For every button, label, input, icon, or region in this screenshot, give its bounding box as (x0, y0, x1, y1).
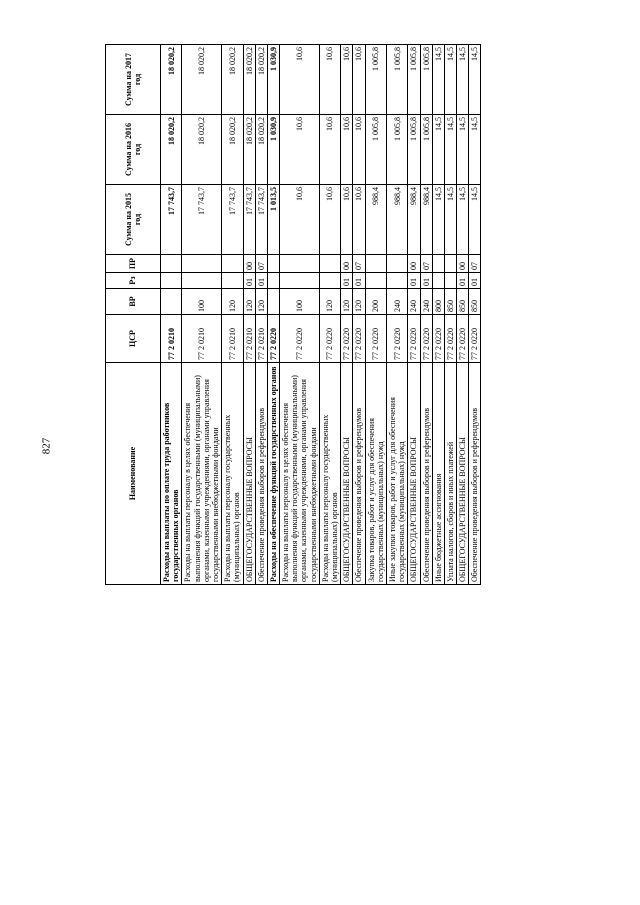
cell-vr: 240 (408, 289, 420, 315)
budget-table (105, 44, 481, 585)
cell-pr (386, 255, 407, 273)
cell-vr: 100 (182, 289, 222, 315)
cell-y2015: 10,6 (280, 185, 320, 255)
cell-name: Расходы на выплаты персоналу в целях обеспечения выполнения функций государственными (муниципальными) органами, казенными учреждениями, органами управления государственными внебюджетными фондами (182, 363, 222, 585)
cell-vr: 120 (243, 289, 255, 315)
cell-y2017: 18 020,2 (182, 45, 222, 115)
cell-csr: 77 2 0220 (444, 315, 456, 363)
cell-csr: 77 2 0220 (341, 315, 353, 363)
table-row (280, 45, 320, 585)
cell-pr (182, 255, 222, 273)
cell-y2015: 14,5 (444, 185, 456, 255)
cell-csr: 77 2 0220 (420, 315, 432, 363)
cell-csr: 77 2 0210 (161, 315, 182, 363)
cell-y2017: 14,5 (432, 45, 444, 115)
cell-csr: 77 2 0220 (280, 315, 320, 363)
cell-y2016: 14,5 (432, 115, 444, 185)
cell-vr: 800 (432, 289, 444, 315)
cell-pr: 07 (469, 255, 481, 273)
cell-csr: 77 2 0220 (319, 315, 340, 363)
table-row (267, 45, 279, 585)
header-csr: ЦСР (106, 315, 161, 363)
cell-name: ОБЩЕГОСУДАРСТВЕННЫЕ ВОПРОСЫ (457, 363, 469, 585)
page-number: 827 (40, 437, 53, 455)
cell-name: Иные бюджетные ассигнования (432, 363, 444, 585)
cell-name: Расходы на выплаты персоналу в целях обеспечения выполнения функций государственными (муниципальными) органами, казенными учреждениями, органами управления государственными внебюджетными фондами (280, 363, 320, 585)
table-row (353, 45, 365, 585)
cell-rz (386, 273, 407, 289)
cell-rz: 01 (469, 273, 481, 289)
cell-vr: 240 (386, 289, 407, 315)
cell-y2017: 1 005,8 (420, 45, 432, 115)
cell-vr: 120 (353, 289, 365, 315)
cell-name: Расходы на обеспечение функций государственных органов (267, 363, 279, 585)
table-row (386, 45, 407, 585)
cell-y2015: 988,4 (420, 185, 432, 255)
cell-csr: 77 2 0210 (222, 315, 243, 363)
cell-y2017: 10,6 (353, 45, 365, 115)
cell-rz (432, 273, 444, 289)
cell-rz (280, 273, 320, 289)
cell-pr: 00 (243, 255, 255, 273)
cell-csr: 77 2 0220 (365, 315, 386, 363)
cell-name: ОБЩЕГОСУДАРСТВЕННЫЕ ВОПРОСЫ (408, 363, 420, 585)
cell-pr (444, 255, 456, 273)
table-row (365, 45, 386, 585)
cell-rz: 01 (408, 273, 420, 289)
table-row (319, 45, 340, 585)
cell-vr (267, 289, 279, 315)
cell-y2017: 18 020,2 (222, 45, 243, 115)
cell-pr: 07 (353, 255, 365, 273)
cell-rz (319, 273, 340, 289)
header-name: Наименование (106, 363, 161, 585)
cell-rz (365, 273, 386, 289)
cell-name: Обеспечение проведения выборов и референдумов (420, 363, 432, 585)
cell-pr (267, 255, 279, 273)
cell-y2015: 10,6 (319, 185, 340, 255)
cell-y2015: 10,6 (341, 185, 353, 255)
cell-y2017: 10,6 (341, 45, 353, 115)
cell-y2016: 18 020,2 (255, 115, 267, 185)
cell-pr (161, 255, 182, 273)
table-row (243, 45, 255, 585)
cell-name: Расходы на выплаты по оплате труда работников государственных органов (161, 363, 182, 585)
cell-y2015: 1 013,5 (267, 185, 279, 255)
cell-vr: 100 (280, 289, 320, 315)
cell-y2016: 18 020,2 (243, 115, 255, 185)
cell-vr (161, 289, 182, 315)
cell-y2017: 1 005,8 (408, 45, 420, 115)
cell-pr: 07 (420, 255, 432, 273)
cell-pr: 07 (255, 255, 267, 273)
cell-y2015: 14,5 (469, 185, 481, 255)
cell-vr: 120 (341, 289, 353, 315)
cell-pr (365, 255, 386, 273)
cell-pr (222, 255, 243, 273)
table-row (469, 45, 481, 585)
cell-y2016: 14,5 (469, 115, 481, 185)
header-2015: Сумма на 2015 год (106, 185, 161, 255)
table-row (432, 45, 444, 585)
cell-y2015: 17 743,7 (255, 185, 267, 255)
header-2016: Сумма на 2016 год (106, 115, 161, 185)
cell-pr (432, 255, 444, 273)
cell-rz (267, 273, 279, 289)
cell-vr: 200 (365, 289, 386, 315)
cell-vr: 240 (420, 289, 432, 315)
cell-pr: 00 (408, 255, 420, 273)
budget-table-container (105, 45, 535, 585)
cell-vr: 120 (319, 289, 340, 315)
cell-rz: 01 (255, 273, 267, 289)
cell-rz (222, 273, 243, 289)
cell-vr: 120 (255, 289, 267, 315)
cell-name: Расходы на выплаты персоналу государственных (муниципальных) органов (222, 363, 243, 585)
cell-y2017: 18 020,2 (161, 45, 182, 115)
table-row (457, 45, 469, 585)
cell-y2017: 1 005,8 (365, 45, 386, 115)
table-row (255, 45, 267, 585)
cell-y2017: 18 020,2 (255, 45, 267, 115)
cell-rz (444, 273, 456, 289)
cell-rz: 01 (353, 273, 365, 289)
table-row (408, 45, 420, 585)
cell-y2017: 14,5 (457, 45, 469, 115)
cell-y2016: 1 005,8 (408, 115, 420, 185)
cell-rz: 01 (457, 273, 469, 289)
cell-y2016: 10,6 (353, 115, 365, 185)
cell-y2016: 10,6 (319, 115, 340, 185)
cell-y2016: 1 030,9 (267, 115, 279, 185)
cell-pr: 00 (341, 255, 353, 273)
cell-y2016: 10,6 (341, 115, 353, 185)
cell-pr (280, 255, 320, 273)
cell-y2016: 14,5 (444, 115, 456, 185)
cell-name: Расходы на выплаты персоналу государственных (муниципальных) органов (319, 363, 340, 585)
cell-name: Закупка товаров, работ и услуг для обеспечения государственных (муниципальных) нужд (365, 363, 386, 585)
header-2017: Сумма на 2017 год (106, 45, 161, 115)
header-vr: ВР (106, 289, 161, 315)
table-header-row (106, 45, 161, 585)
cell-y2015: 17 743,7 (222, 185, 243, 255)
cell-y2015: 17 743,7 (243, 185, 255, 255)
cell-csr: 77 2 0220 (353, 315, 365, 363)
table-row (161, 45, 182, 585)
header-rz: Рз (106, 273, 161, 289)
table-row (182, 45, 222, 585)
cell-y2017: 10,6 (319, 45, 340, 115)
cell-name: Иные закупки товаров, работ и услуг для обеспечения государственных (муниципальных) нужд (386, 363, 407, 585)
cell-vr: 850 (457, 289, 469, 315)
cell-name: ОБЩЕГОСУДАРСТВЕННЫЕ ВОПРОСЫ (243, 363, 255, 585)
cell-csr: 77 2 0210 (255, 315, 267, 363)
cell-y2015: 17 743,7 (182, 185, 222, 255)
cell-y2015: 988,4 (408, 185, 420, 255)
cell-y2017: 10,6 (280, 45, 320, 115)
cell-name: ОБЩЕГОСУДАРСТВЕННЫЕ ВОПРОСЫ (341, 363, 353, 585)
cell-name: Обеспечение проведения выборов и референдумов (255, 363, 267, 585)
cell-y2015: 10,6 (353, 185, 365, 255)
cell-y2016: 1 005,8 (386, 115, 407, 185)
table-row (341, 45, 353, 585)
cell-name: Обеспечение проведения выборов и референдумов (469, 363, 481, 585)
cell-y2015: 14,5 (457, 185, 469, 255)
cell-name: Обеспечение проведения выборов и референдумов (353, 363, 365, 585)
cell-pr (319, 255, 340, 273)
cell-y2015: 14,5 (432, 185, 444, 255)
cell-vr: 850 (444, 289, 456, 315)
cell-y2016: 18 020,2 (161, 115, 182, 185)
cell-csr: 77 2 0210 (182, 315, 222, 363)
cell-y2016: 18 020,2 (182, 115, 222, 185)
cell-rz: 01 (341, 273, 353, 289)
cell-csr: 77 2 0220 (267, 315, 279, 363)
cell-y2017: 1 005,8 (386, 45, 407, 115)
cell-y2016: 14,5 (457, 115, 469, 185)
cell-y2015: 17 743,7 (161, 185, 182, 255)
cell-rz: 01 (420, 273, 432, 289)
cell-csr: 77 2 0210 (243, 315, 255, 363)
cell-name: Уплата налогов, сборов и иных платежей (444, 363, 456, 585)
cell-vr: 120 (222, 289, 243, 315)
cell-csr: 77 2 0220 (432, 315, 444, 363)
cell-rz: 01 (243, 273, 255, 289)
table-row (420, 45, 432, 585)
cell-y2015: 988,4 (365, 185, 386, 255)
table-row (444, 45, 456, 585)
cell-vr: 850 (469, 289, 481, 315)
cell-rz (161, 273, 182, 289)
cell-y2015: 988,4 (386, 185, 407, 255)
cell-csr: 77 2 0220 (408, 315, 420, 363)
cell-csr: 77 2 0220 (469, 315, 481, 363)
table-row (222, 45, 243, 585)
cell-y2017: 14,5 (444, 45, 456, 115)
cell-csr: 77 2 0220 (457, 315, 469, 363)
cell-y2016: 10,6 (280, 115, 320, 185)
cell-csr: 77 2 0220 (386, 315, 407, 363)
cell-y2017: 14,5 (469, 45, 481, 115)
cell-pr: 00 (457, 255, 469, 273)
header-pr: ПР (106, 255, 161, 273)
cell-y2016: 1 005,8 (365, 115, 386, 185)
cell-y2016: 1 005,8 (420, 115, 432, 185)
cell-y2017: 1 030,9 (267, 45, 279, 115)
cell-rz (182, 273, 222, 289)
cell-y2017: 18 020,2 (243, 45, 255, 115)
cell-y2016: 18 020,2 (222, 115, 243, 185)
